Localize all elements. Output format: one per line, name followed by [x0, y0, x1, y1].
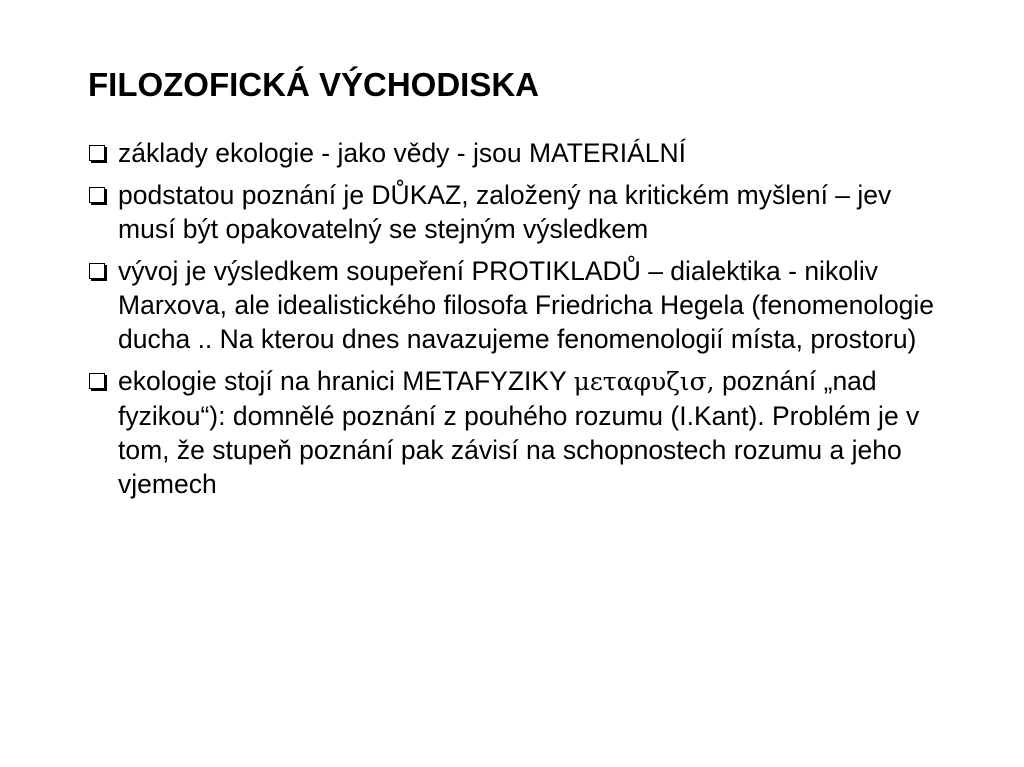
- greek-word: μεταφυζισ,: [573, 367, 715, 396]
- checkbox-bullet-icon: [89, 145, 105, 161]
- bullet-item: [88, 136, 918, 170]
- bullet-item: [88, 254, 978, 356]
- bullet-text: základy ekologie - jako vědy - jsou MATERIÁLNÍ: [118, 138, 687, 168]
- bullet-text: ekologie stojí na hranici METAFYZIKY: [118, 366, 574, 396]
- checkbox-bullet-icon: [89, 373, 105, 389]
- bullet-text: vývoj je výsledkem soupeření PROTIKLADŮ – dialektika - nikoliv Marxova, ale idealistického filosofa Friedricha Hegela (fenomenologie ducha .. Na kterou dnes navazujeme fenomenologií místa, prostoru): [118, 256, 935, 354]
- checkbox-bullet-icon: [89, 187, 105, 203]
- bullet-item: [88, 178, 948, 246]
- bullet-text: podstatou poznání je DŮKAZ, založený na kritickém myšlení – jev musí být opakovatelný se stejným výsledkem: [118, 180, 892, 244]
- checkbox-bullet-icon: [89, 263, 105, 279]
- bullet-list: [88, 136, 988, 509]
- slide-title: FILOZOFICKÁ VÝCHODISKA: [88, 66, 539, 103]
- bullet-text: poznání „nad fyzikou“): domnělé poznání z pouhého rozumu (I.Kant). Problém je v tom, že stupeň poznání pak závisí na schopnostech rozumu a jeho vjemech: [118, 366, 920, 499]
- bullet-item: [88, 364, 978, 501]
